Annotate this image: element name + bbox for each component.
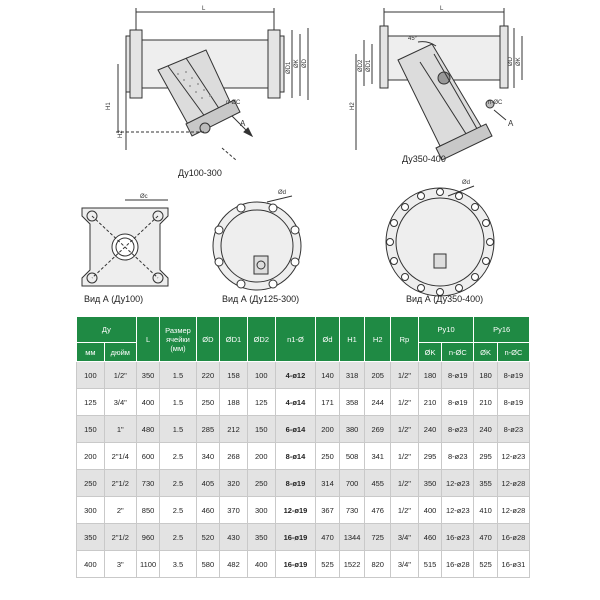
- dim-label-h2-small: H2: [118, 130, 124, 138]
- header-py10: Ру10: [418, 317, 474, 343]
- table-cell: 180: [418, 362, 442, 389]
- table-cell: 515: [418, 551, 442, 578]
- header-h2: H2: [365, 317, 391, 362]
- dim-label-d-view125: Ød: [278, 190, 287, 196]
- table-cell: 2.5: [160, 443, 196, 470]
- table-cell: 2.5: [160, 524, 196, 551]
- table-cell: 210: [418, 389, 442, 416]
- table-cell: 460: [196, 497, 220, 524]
- table-cell: 180: [474, 362, 498, 389]
- table-cell: 1/2": [391, 470, 419, 497]
- header-py10-nc: n-ØC: [442, 343, 474, 362]
- table-cell: 220: [196, 362, 220, 389]
- table-cell: 405: [196, 470, 220, 497]
- table-cell: 1.5: [160, 389, 196, 416]
- caption-view-a-du125-300: Вид А (Ду125-300): [222, 294, 300, 304]
- dim-label-k-large: ØK: [516, 57, 522, 66]
- table-cell: 295: [418, 443, 442, 470]
- dim-label-a-large: A: [508, 119, 514, 128]
- table-cell: 269: [365, 416, 391, 443]
- table-cell: 1.5: [160, 416, 196, 443]
- table-cell: 8-ø19: [497, 362, 529, 389]
- table-cell: 3.5: [160, 551, 196, 578]
- view-a-du350-400-drawing: [386, 186, 494, 296]
- dim-label-nc-small: n-ØC: [226, 100, 241, 106]
- table-cell: 4-ø14: [275, 389, 316, 416]
- table-cell: 250: [316, 443, 340, 470]
- table-cell: 525: [316, 551, 340, 578]
- table-cell: 2.5: [160, 470, 196, 497]
- header-d1: ØD1: [220, 317, 248, 362]
- table-row: [77, 524, 530, 551]
- table-cell: 314: [316, 470, 340, 497]
- table-cell: 16-ø28: [497, 524, 529, 551]
- dim-label-nc-large: n-ØC: [488, 100, 503, 106]
- table-cell: 3": [104, 551, 136, 578]
- dim-label-angle: 45°: [408, 36, 418, 42]
- table-cell: 8-ø14: [275, 443, 316, 470]
- table-cell: 480: [136, 416, 160, 443]
- header-inch: дюйм: [104, 343, 136, 362]
- table-cell: 470: [316, 524, 340, 551]
- dim-label-l-small: L: [202, 6, 206, 12]
- table-cell: 171: [316, 389, 340, 416]
- table-cell: 355: [474, 470, 498, 497]
- table-row: [77, 389, 530, 416]
- table-cell: 2.5: [160, 497, 196, 524]
- table-cell: 200: [247, 443, 275, 470]
- table-cell: 1/2": [391, 389, 419, 416]
- caption-du100-300: Ду100-300: [178, 168, 222, 178]
- table-cell: 340: [196, 443, 220, 470]
- table-cell: 8-ø19: [442, 362, 474, 389]
- table-cell: 8-ø19: [442, 389, 474, 416]
- table-cell: 300: [77, 497, 105, 524]
- table-cell: 482: [220, 551, 248, 578]
- table-cell: 200: [77, 443, 105, 470]
- table-cell: 2"1/2: [104, 470, 136, 497]
- header-rp: Rp: [391, 317, 419, 362]
- table-cell: 1.5: [160, 362, 196, 389]
- table-cell: 455: [365, 470, 391, 497]
- dim-label-d1-large: ØD1: [366, 59, 372, 72]
- table-cell: 350: [418, 470, 442, 497]
- header-du: Ду: [77, 317, 137, 343]
- table-cell: 210: [474, 389, 498, 416]
- caption-view-a-du100: Вид А (Ду100): [84, 294, 144, 304]
- table-cell: 960: [136, 524, 160, 551]
- table-cell: 8-ø23: [442, 416, 474, 443]
- table-cell: 125: [77, 389, 105, 416]
- table-cell: 318: [339, 362, 365, 389]
- table-cell: 1100: [136, 551, 160, 578]
- header-n1: n1-Ø: [275, 317, 316, 362]
- table-cell: 125: [247, 389, 275, 416]
- table-row: [77, 470, 530, 497]
- table-cell: 3/4": [391, 524, 419, 551]
- header-l: L: [136, 317, 160, 362]
- view-a-du100-drawing: [82, 200, 168, 286]
- header-py16: Ру16: [474, 317, 530, 343]
- table-cell: 320: [220, 470, 248, 497]
- table-cell: 700: [339, 470, 365, 497]
- table-cell: 476: [365, 497, 391, 524]
- table-row: [77, 362, 530, 389]
- table-cell: 140: [316, 362, 340, 389]
- table-cell: 240: [474, 416, 498, 443]
- dim-label-d-large: ØD: [508, 57, 514, 66]
- dim-label-h2-large: H2: [350, 102, 356, 110]
- table-cell: 367: [316, 497, 340, 524]
- table-cell: 212: [220, 416, 248, 443]
- table-cell: 1": [104, 416, 136, 443]
- table-cell: 520: [196, 524, 220, 551]
- dim-label-l-large: L: [440, 6, 444, 12]
- table-cell: 150: [247, 416, 275, 443]
- table-cell: 470: [474, 524, 498, 551]
- table-cell: 400: [77, 551, 105, 578]
- header-small-d: Ød: [316, 317, 340, 362]
- table-cell: 600: [136, 443, 160, 470]
- table-row: [77, 551, 530, 578]
- table-cell: 8-ø19: [275, 470, 316, 497]
- table-cell: 3/4": [391, 551, 419, 578]
- table-cell: 240: [418, 416, 442, 443]
- table-cell: 300: [247, 497, 275, 524]
- table-cell: 250: [196, 389, 220, 416]
- table-cell: 370: [220, 497, 248, 524]
- table-cell: 400: [418, 497, 442, 524]
- table-cell: 400: [136, 389, 160, 416]
- table-cell: 1/2": [391, 443, 419, 470]
- table-cell: 400: [247, 551, 275, 578]
- table-cell: 205: [365, 362, 391, 389]
- table-cell: 341: [365, 443, 391, 470]
- spec-table-body: [77, 362, 530, 578]
- table-cell: 380: [339, 416, 365, 443]
- table-cell: 12-ø23: [442, 497, 474, 524]
- table-row: [77, 443, 530, 470]
- dim-label-d-view350: Ød: [462, 180, 471, 186]
- table-cell: 100: [247, 362, 275, 389]
- table-cell: 850: [136, 497, 160, 524]
- dim-label-d1-small: ØD1: [286, 61, 292, 74]
- header-mesh: Размер ячейки (мм): [160, 317, 196, 362]
- table-cell: 12-ø19: [275, 497, 316, 524]
- table-cell: 508: [339, 443, 365, 470]
- table-cell: 1344: [339, 524, 365, 551]
- table-cell: 16-ø19: [275, 551, 316, 578]
- table-cell: 2"1/4: [104, 443, 136, 470]
- table-cell: 525: [474, 551, 498, 578]
- table-cell: 16-ø28: [442, 551, 474, 578]
- strainer-small-drawing: [116, 8, 308, 160]
- table-cell: 725: [365, 524, 391, 551]
- table-row: [77, 416, 530, 443]
- table-cell: 730: [136, 470, 160, 497]
- table-cell: 1/2": [104, 362, 136, 389]
- table-cell: 350: [247, 524, 275, 551]
- table-cell: 8-ø23: [497, 416, 529, 443]
- table-cell: 8-ø19: [497, 389, 529, 416]
- table-cell: 6-ø14: [275, 416, 316, 443]
- table-cell: 250: [77, 470, 105, 497]
- caption-view-a-du350-400: Вид А (Ду350-400): [406, 294, 484, 304]
- table-cell: 12-ø28: [497, 497, 529, 524]
- dim-label-c-view100: Øc: [140, 194, 148, 200]
- table-cell: 430: [220, 524, 248, 551]
- table-cell: 2": [104, 497, 136, 524]
- header-mm: мм: [77, 343, 105, 362]
- table-cell: 200: [316, 416, 340, 443]
- table-cell: 295: [474, 443, 498, 470]
- table-cell: 460: [418, 524, 442, 551]
- table-cell: 1/2": [391, 362, 419, 389]
- caption-du350-400: Ду350-400: [402, 154, 446, 164]
- view-a-du125-300-drawing: [213, 196, 301, 290]
- header-py16-k: ØK: [474, 343, 498, 362]
- header-h1: H1: [339, 317, 365, 362]
- dim-label-a-small: A: [240, 119, 246, 128]
- table-cell: 285: [196, 416, 220, 443]
- table-cell: 188: [220, 389, 248, 416]
- dim-label-h1-small: H1: [106, 102, 112, 110]
- dim-label-d-small: ØD: [302, 59, 308, 68]
- table-cell: 12-ø28: [497, 470, 529, 497]
- table-cell: 1522: [339, 551, 365, 578]
- header-d2: ØD2: [247, 317, 275, 362]
- table-cell: 820: [365, 551, 391, 578]
- table-cell: 12-ø23: [442, 470, 474, 497]
- table-cell: 16-ø19: [275, 524, 316, 551]
- table-cell: 16-ø23: [442, 524, 474, 551]
- table-cell: 3/4": [104, 389, 136, 416]
- table-cell: 580: [196, 551, 220, 578]
- spec-table: [76, 316, 530, 578]
- dim-label-k-small: ØK: [294, 59, 300, 68]
- table-cell: 250: [247, 470, 275, 497]
- table-cell: 268: [220, 443, 248, 470]
- table-cell: 8-ø23: [442, 443, 474, 470]
- table-cell: 730: [339, 497, 365, 524]
- table-cell: 350: [77, 524, 105, 551]
- table-cell: 244: [365, 389, 391, 416]
- table-row: [77, 497, 530, 524]
- table-cell: 150: [77, 416, 105, 443]
- table-cell: 4-ø12: [275, 362, 316, 389]
- table-cell: 350: [136, 362, 160, 389]
- header-py10-k: ØK: [418, 343, 442, 362]
- table-cell: 12-ø23: [497, 443, 529, 470]
- table-cell: 100: [77, 362, 105, 389]
- table-cell: 16-ø31: [497, 551, 529, 578]
- table-cell: 410: [474, 497, 498, 524]
- header-d: ØD: [196, 317, 220, 362]
- header-py16-nc: n-ØC: [497, 343, 529, 362]
- table-cell: 358: [339, 389, 365, 416]
- table-cell: 2"1/2: [104, 524, 136, 551]
- strainer-large-drawing: [356, 8, 522, 160]
- dim-label-d2-large: ØD2: [358, 59, 364, 72]
- table-cell: 158: [220, 362, 248, 389]
- table-cell: 1/2": [391, 497, 419, 524]
- table-cell: 1/2": [391, 416, 419, 443]
